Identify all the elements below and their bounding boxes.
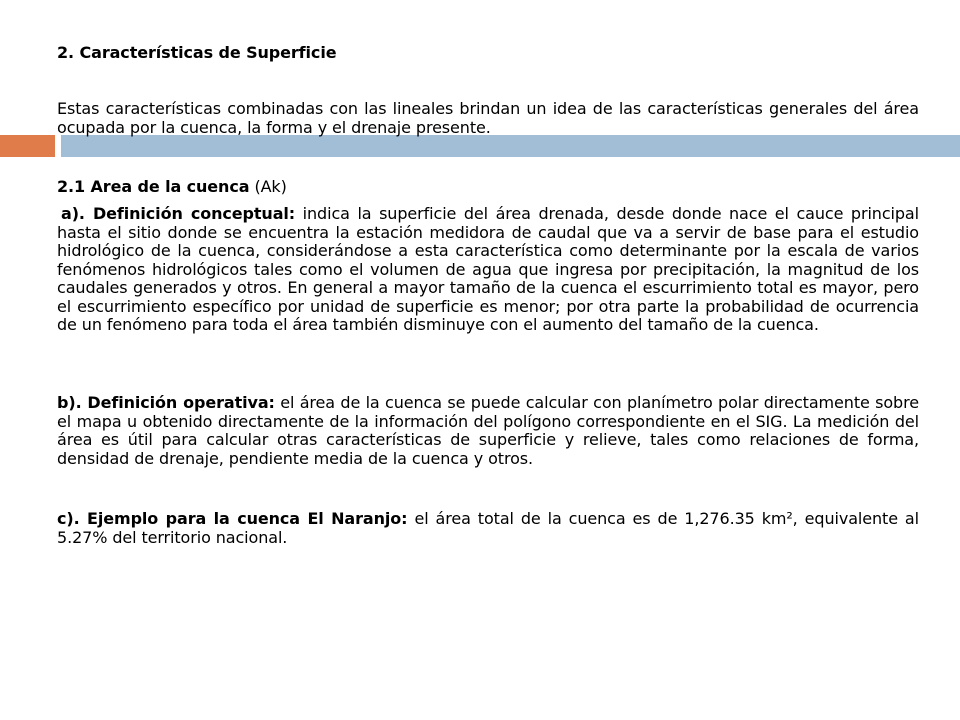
paragraph-a-label: a). Definición conceptual:: [61, 204, 296, 223]
paragraph-b: [57, 394, 919, 468]
paragraph-a-text: indica la superficie del área drenada, desde donde nace el cauce principal hasta el sitio donde se encuentra la estación medidora de caudal que va a servir de base para el estudio hidrológico de la cuenca, considerándose a esta característica como determinante por la escala de varios fenómenos hidrológicos tales como el volumen de agua que ingresa por precipitación, la magnitud de los caudales generados y otros. En general a mayor tamaño de la cuenca el escurrimiento total es mayor, pero el escurrimiento específico por unidad de superficie es menor; por otra parte la probabilidad de ocurrencia de un fenómeno para toda el área también disminuye con el aumento del tamaño de la cuenca.: [57, 204, 919, 334]
intro-paragraph: Estas características combinadas con las lineales brindan un idea de las características generales del área ocupada por la cuenca, la forma y el drenaje presente.: [57, 99, 919, 137]
blue-accent-bar: [61, 135, 960, 157]
subsection-heading: [57, 178, 919, 197]
paragraph-b-text: el área de la cuenca se puede calcular con planímetro polar directamente sobre el mapa u obtenido directamente de la información del polígono correspondiente en el SIG. La medición del área es útil para calcular otras características de superficie y relieve, tales como relaciones de forma, densidad de drenaje, pendiente media de la cuenca y otros.: [57, 393, 919, 468]
paragraph-a: [57, 205, 919, 335]
section-title: 2. Características de Superficie: [57, 43, 337, 62]
subsection-abbrev: (Ak): [254, 177, 287, 196]
paragraph-c-text: el área total de la cuenca es de 1,276.35 km², equivalente al 5.27% del territorio nacional.: [57, 509, 919, 547]
orange-accent-bar: [0, 135, 55, 157]
paragraph-c: [57, 510, 919, 547]
paragraph-b-label: b). Definición operativa:: [57, 393, 275, 412]
paragraph-c-label: c). Ejemplo para la cuenca El Naranjo:: [57, 509, 408, 528]
subsection-title: 2.1 Area de la cuenca: [57, 177, 250, 196]
